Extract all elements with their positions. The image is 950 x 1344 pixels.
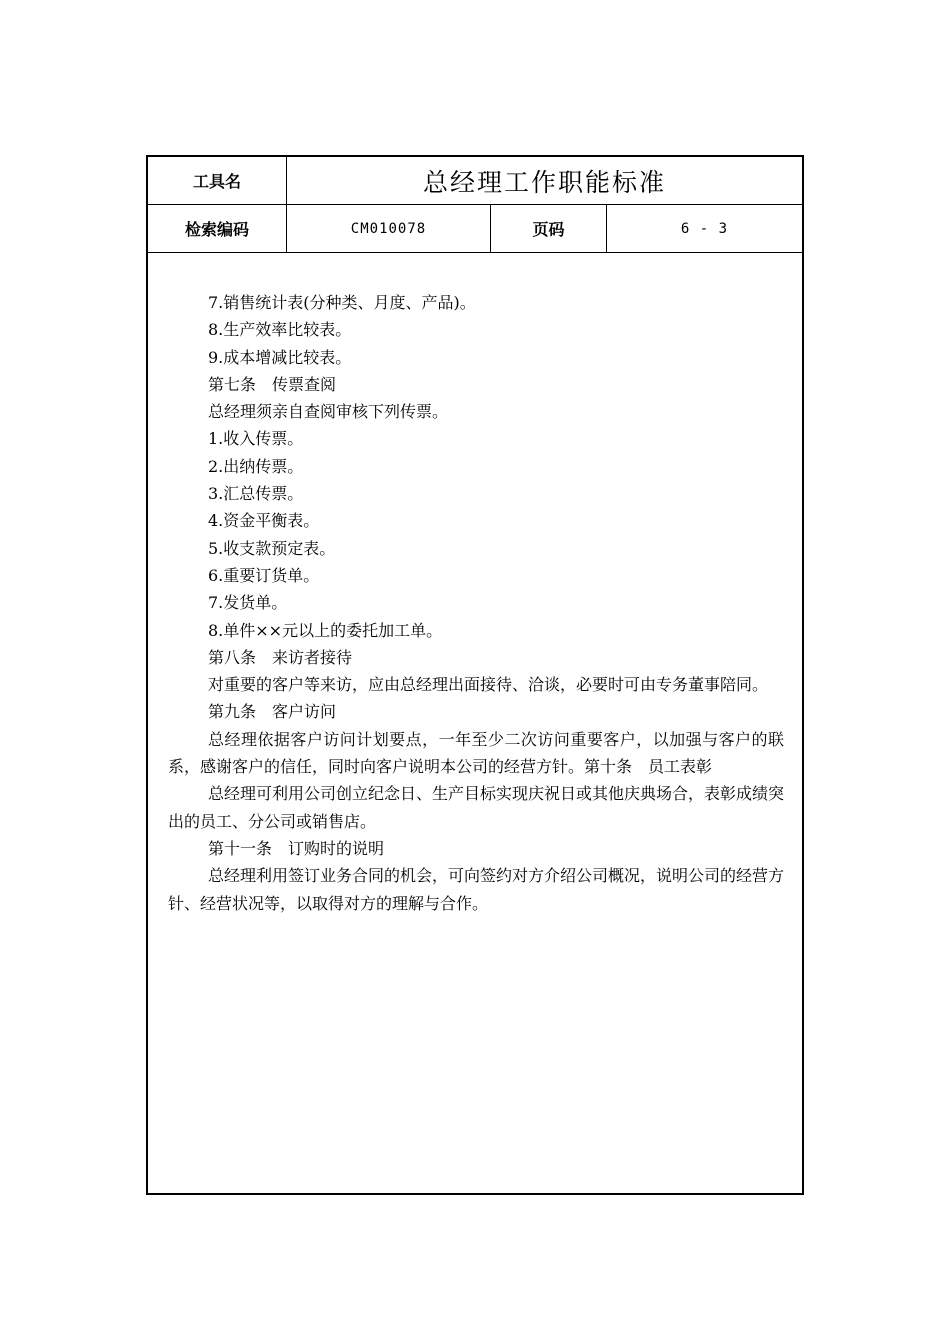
- document-form: [146, 155, 804, 1195]
- section-heading: 第十一条 订购时的说明: [208, 838, 385, 858]
- paragraph: 9.成本增减比较表。: [208, 347, 352, 367]
- paragraph: 总经理依据客户访问计划要点，一年至少二次访问重要客户，以加强与客户的联系，感谢客户的信任，同时向客户说明本公司的经营方针。第十条 员工表彰: [168, 729, 784, 777]
- paragraph: 7.发货单。: [208, 593, 288, 613]
- paragraph: 3.汇总传票。: [208, 484, 304, 504]
- paragraph: 对重要的客户等来访，应由总经理出面接待、洽谈，必要时可由专务董事陪同。: [208, 675, 769, 695]
- paragraph: 4.资金平衡表。: [208, 511, 320, 531]
- page-number-value: 6 - 3: [680, 220, 729, 237]
- header-row-title: [148, 157, 802, 205]
- header-row-meta: [148, 205, 802, 253]
- paragraph: 5.收支款预定表。: [208, 538, 336, 558]
- paragraph: 总经理可利用公司创立纪念日、生产目标实现庆祝日或其他庆典场合，表彰成绩突出的员工、分公司或销售店。: [168, 784, 785, 831]
- page-number-label: 页码: [491, 205, 607, 252]
- search-code-label: 检索编码: [148, 205, 287, 252]
- paragraph: 总经理须亲自查阅审核下列传票。: [208, 402, 449, 422]
- paragraph: 1.收入传票。: [208, 429, 304, 449]
- paragraph: 总经理利用签订业务合同的机会，可向签约对方介绍公司概况，说明公司的经营方针、经营状况等，以取得对方的理解与合作。: [168, 866, 785, 913]
- paragraph: 2.出纳传票。: [208, 456, 304, 476]
- paragraph: 8.单件××元以上的委托加工单。: [208, 620, 443, 640]
- paragraph: 8.生产效率比较表。: [208, 320, 352, 340]
- paragraph: 6.重要订货单。: [208, 565, 320, 585]
- section-heading: 第八条 来访者接待: [208, 647, 353, 667]
- section-heading: 第七条 传票查阅: [208, 374, 337, 394]
- section-heading: 第九条 客户访问: [208, 702, 337, 722]
- search-code-value: CM010078: [287, 205, 491, 252]
- document-title: 总经理工作职能标准: [422, 167, 666, 197]
- document-body: [168, 289, 784, 917]
- tool-name-label: 工具名: [148, 157, 287, 204]
- paragraph: 7.销售统计表(分种类、月度、产品)。: [208, 293, 476, 312]
